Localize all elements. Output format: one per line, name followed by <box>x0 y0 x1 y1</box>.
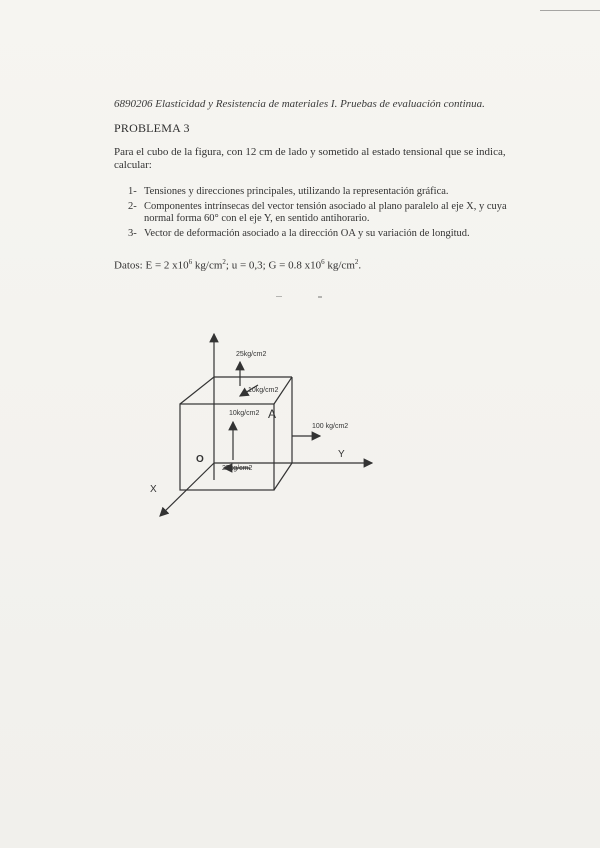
given-data: Datos: E = 2 $x10^6$ $kg/cm^2$; u = 0,3; G = 0.8 $x10^6$ $kg/cm^2$. <box>114 258 362 272</box>
list-item <box>128 228 528 241</box>
course-header: 6890206 Elasticidad y Resistencia de materiales I. Pruebas de evaluación continua. <box>114 98 485 110</box>
cube-edge <box>180 377 214 404</box>
list-item-text: Vector de deformación asociado a la dirección OA y su variación de longitud. <box>144 227 470 239</box>
label-origin: O <box>196 454 204 465</box>
problem-title: PROBLEMA 3 <box>114 121 190 135</box>
list-item <box>128 201 528 226</box>
label-front-shear: 10kg/cm2 <box>229 410 260 417</box>
label-top-face-shear: 10kg/cm2 <box>248 387 279 394</box>
list-item-text: Tensiones y direcciones principales, utilizando la representación gráfica. <box>144 186 449 197</box>
task-list <box>128 186 528 242</box>
list-item-number: 1- <box>128 186 137 197</box>
label-point-a: A <box>268 407 277 421</box>
label-right-stress: 100 kg/cm2 <box>312 423 349 430</box>
cube-edge <box>274 463 292 490</box>
list-item-text: Componentes intrínsecas del vector tensión asociado al plano paralelo al eje X, y cuya normal forma 60° con el eje Y, en sentido antihorario. <box>144 200 507 224</box>
list-item <box>128 186 528 199</box>
scan-speck <box>276 296 282 297</box>
stress-cube-figure <box>140 320 400 530</box>
label-top-stress: 25kg/cm2 <box>236 351 267 358</box>
label-bottom-shear: 25kg/cm2 <box>222 465 253 472</box>
label-x-axis: X <box>150 484 157 495</box>
scan-speck <box>318 296 322 298</box>
label-y-axis: Y <box>338 449 345 460</box>
problem-intro: Para el cubo de la figura, con 12 cm de lado y sometido al estado tensional que se indica, calcular: <box>114 146 506 171</box>
scan-edge-mark <box>540 10 600 11</box>
list-item-number: 3- <box>128 227 137 239</box>
cube-front-face <box>180 404 277 490</box>
list-item-number: 2- <box>128 200 137 212</box>
